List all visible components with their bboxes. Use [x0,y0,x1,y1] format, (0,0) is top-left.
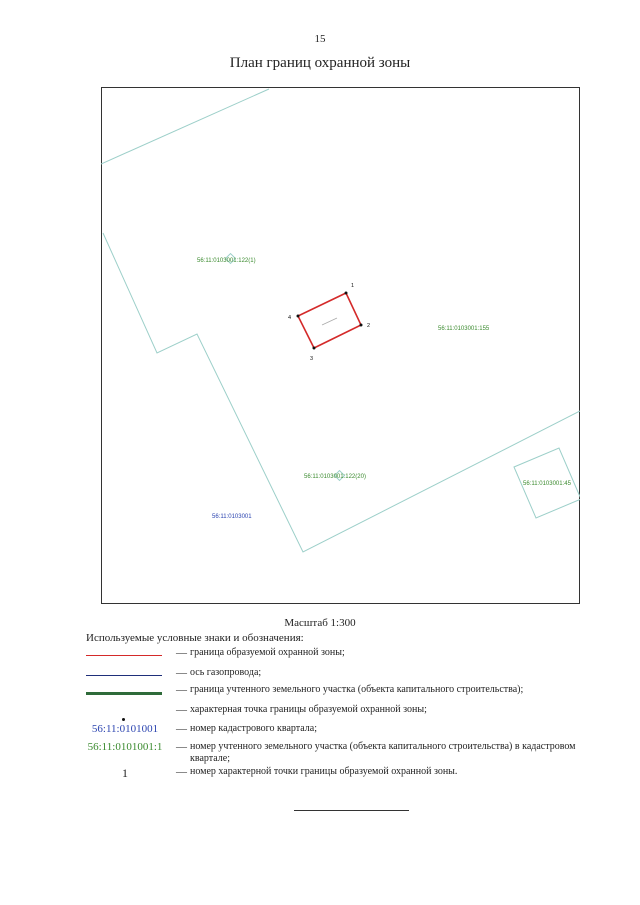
legend-item-zone-boundary [80,647,620,663]
parcel-label-122-20: 56:11:0103001:122(20) [304,474,366,480]
legend-text: граница образуемой охранной зоны; [190,647,345,658]
legend-symbol-point [80,704,170,720]
legend-dash: — [176,741,187,753]
parcel-boundary-main [103,233,580,552]
point-label-4: 4 [288,315,292,321]
legend-symbol-parcel-code [80,741,170,757]
quarter-code-sample: 56:11:0101001 [91,723,159,735]
legend-text: характерная точка границы образуемой охранной зоны; [190,704,427,715]
point-label-2: 2 [367,323,371,329]
legend-text: граница учтенного земельного участка (объекта капитального строительства); [190,684,524,695]
legend-symbol-green-line [80,684,170,700]
legend-text: номер кадастрового квартала; [190,723,318,734]
boundary-map [101,87,580,604]
legend-symbol-blue-line [80,667,170,683]
point-label-3: 3 [310,356,314,362]
legend-symbol-point-number [80,766,170,782]
legend-title: Используемые условные знаки и обозначения: [86,632,304,644]
legend-dash: — [176,723,187,735]
gas-pipeline-axis [322,318,337,325]
point-number-sample: 1 [122,766,128,780]
legend-text: ось газопровода; [190,667,262,678]
legend-dash: — [176,647,187,659]
parcel-label-122-1: 56:11:0103001:122(1) [197,258,256,264]
parcel-label-45: 56:11:0103001:45 [523,481,571,487]
page-number: 15 [314,33,326,45]
legend-dash: — [176,704,187,716]
zone-point-3 [313,347,316,350]
zone-point-1 [345,292,348,295]
point-dot-icon [122,718,125,721]
point-label-1: 1 [351,283,355,289]
parcel-code-sample: 56:11:0101001:1 [87,741,163,753]
legend-dash: — [176,684,187,696]
quarter-label: 56:11:0103001 [212,514,252,520]
parcel-label-155: 56:11:0103001:155 [438,326,490,332]
page-title: План границ охранной зоны [229,55,411,71]
zone-point-2 [360,324,363,327]
legend-item-point-number [80,766,620,782]
legend-text: номер характерной точки границы образуемой охранной зоны. [190,766,458,777]
legend-item-gas-pipeline-axis [80,667,620,683]
legend-item-parcel-number [80,741,620,767]
legend-symbol-red-line [80,647,170,663]
legend-text: номер учтенного земельного участка (объекта капитального строительства) в кадастровом квартале; [190,741,576,764]
signature-line [294,810,409,811]
zone-point-4 [297,315,300,318]
legend-item-characteristic-point [80,704,620,720]
legend-symbol-quarter-code [80,721,170,737]
legend-item-quarter-number [80,721,620,737]
legend-dash: — [176,766,187,778]
parcel-boundary-top [101,89,269,164]
legend-dash: — [176,667,187,679]
legend-item-parcel-boundary [80,684,620,700]
protection-zone-boundary [298,293,361,348]
scale-label: Масштаб 1:300 [284,617,356,629]
